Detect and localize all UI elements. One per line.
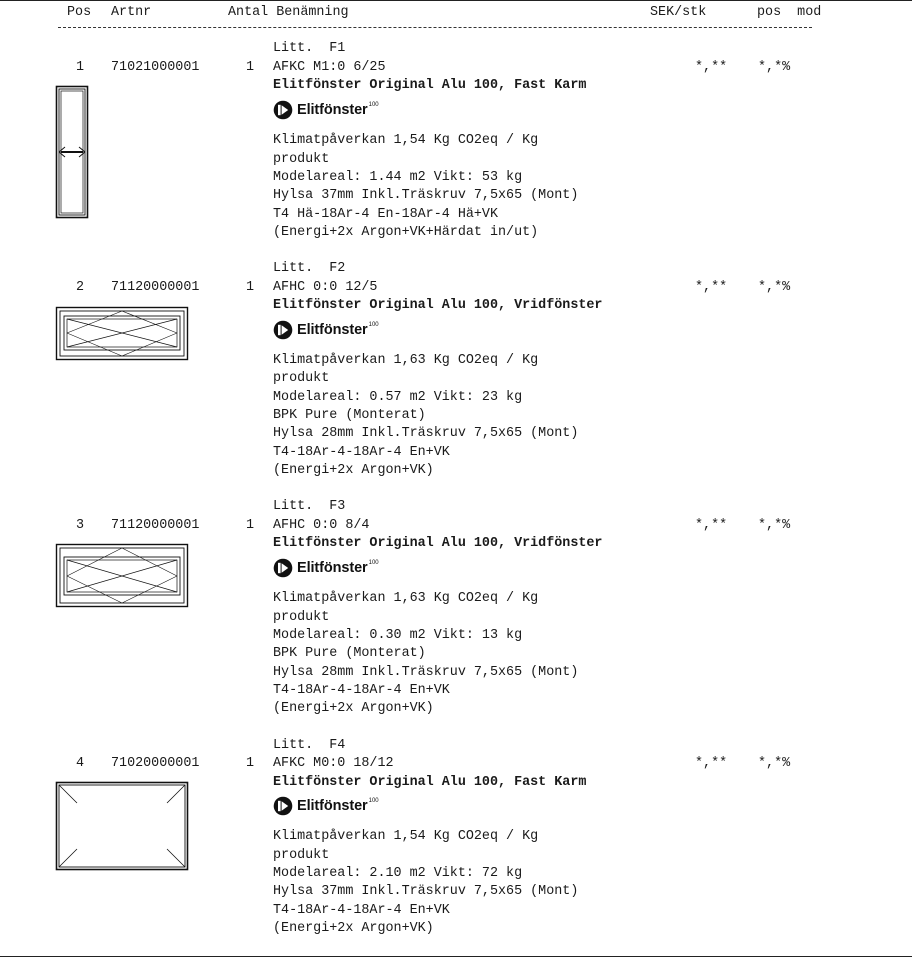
item-pos: 1 <box>76 60 85 75</box>
item-price: *,** <box>695 518 728 533</box>
detail-line: (Energi+2x Argon+VK) <box>273 701 434 716</box>
detail-line: Klimatpåverkan 1,54 Kg CO2eq / Kg <box>273 133 539 148</box>
detail-line: Hylsa 28mm Inkl.Träskruv 7,5x65 (Mont) <box>273 426 579 441</box>
item-product-name: Elitfönster Original Alu 100, Fast Karm <box>273 775 587 790</box>
detail-line: Modelareal: 0.30 m2 Vikt: 13 kg <box>273 628 523 643</box>
item-price: *,** <box>695 756 728 771</box>
header-antal-benamning: Antal Benämning <box>228 5 349 20</box>
item-code: AFKC M0:0 18/12 <box>273 756 394 771</box>
brand-name: Elitfönster <box>297 322 368 338</box>
header-artnr: Artnr <box>111 5 152 20</box>
detail-line: produkt <box>273 371 330 386</box>
elitfonster-logo-icon <box>273 100 293 120</box>
item-antal: 1 <box>246 518 255 533</box>
brand-sup: 100 <box>368 798 379 804</box>
brand-sup: 100 <box>368 102 379 108</box>
window-drawing-turn-window <box>55 543 189 608</box>
brand-logo <box>273 796 379 816</box>
detail-line: (Energi+2x Argon+VK) <box>273 463 434 478</box>
detail-line: BPK Pure (Monterat) <box>273 408 426 423</box>
detail-line: Klimatpåverkan 1,63 Kg CO2eq / Kg <box>273 353 539 368</box>
elitfonster-logo-icon <box>273 796 293 816</box>
item-artnr: 71021000001 <box>111 60 200 75</box>
detail-line: (Energi+2x Argon+VK) <box>273 921 434 936</box>
header-pos-mod: pos mod <box>757 5 822 20</box>
window-drawing-turn-window <box>55 306 189 361</box>
detail-line: T4 Hä-18Ar-4 En-18Ar-4 Hä+VK <box>273 207 498 222</box>
litt-label: Litt. F4 <box>273 738 346 753</box>
top-border <box>0 0 912 1</box>
detail-line: Klimatpåverkan 1,54 Kg CO2eq / Kg <box>273 829 539 844</box>
item-product-name: Elitfönster Original Alu 100, Fast Karm <box>273 78 587 93</box>
header-separator <box>58 27 812 28</box>
window-drawing-fixed-frame <box>55 781 189 871</box>
detail-line: produkt <box>273 610 330 625</box>
litt-label: Litt. F2 <box>273 261 346 276</box>
header-sek-stk: SEK/stk <box>650 5 707 20</box>
brand-logo <box>273 320 379 340</box>
item-product-name: Elitfönster Original Alu 100, Vridfönster <box>273 536 603 551</box>
window-drawing-fixed-frame <box>55 85 89 219</box>
litt-label: Litt. F3 <box>273 499 346 514</box>
item-pos-mod: *,*% <box>758 60 791 75</box>
brand-name: Elitfönster <box>297 102 368 118</box>
brand-logo <box>273 100 379 120</box>
brand-name: Elitfönster <box>297 560 368 576</box>
detail-line: Hylsa 37mm Inkl.Träskruv 7,5x65 (Mont) <box>273 884 579 899</box>
item-pos-mod: *,*% <box>758 280 791 295</box>
detail-line: Modelareal: 1.44 m2 Vikt: 53 kg <box>273 170 523 185</box>
detail-line: T4-18Ar-4-18Ar-4 En+VK <box>273 445 450 460</box>
item-pos-mod: *,*% <box>758 518 791 533</box>
detail-line: T4-18Ar-4-18Ar-4 En+VK <box>273 683 450 698</box>
litt-label: Litt. F1 <box>273 41 346 56</box>
detail-line: Hylsa 37mm Inkl.Träskruv 7,5x65 (Mont) <box>273 188 579 203</box>
detail-line: Klimatpåverkan 1,63 Kg CO2eq / Kg <box>273 591 539 606</box>
brand-logo <box>273 558 379 578</box>
item-antal: 1 <box>246 60 255 75</box>
item-pos: 3 <box>76 518 85 533</box>
detail-line: produkt <box>273 152 330 167</box>
item-artnr: 71120000001 <box>111 280 200 295</box>
detail-line: Modelareal: 2.10 m2 Vikt: 72 kg <box>273 866 523 881</box>
brand-sup: 100 <box>368 322 379 328</box>
detail-line: T4-18Ar-4-18Ar-4 En+VK <box>273 903 450 918</box>
detail-line: (Energi+2x Argon+VK+Härdat in/ut) <box>273 225 539 240</box>
elitfonster-logo-icon <box>273 320 293 340</box>
item-code: AFKC M1:0 6/25 <box>273 60 386 75</box>
item-pos: 2 <box>76 280 85 295</box>
item-pos-mod: *,*% <box>758 756 791 771</box>
item-antal: 1 <box>246 280 255 295</box>
item-pos: 4 <box>76 756 85 771</box>
detail-line: BPK Pure (Monterat) <box>273 646 426 661</box>
item-price: *,** <box>695 280 728 295</box>
item-price: *,** <box>695 60 728 75</box>
item-code: AFHC 0:0 8/4 <box>273 518 370 533</box>
detail-line: Hylsa 28mm Inkl.Träskruv 7,5x65 (Mont) <box>273 665 579 680</box>
brand-sup: 100 <box>368 560 379 566</box>
item-artnr: 71020000001 <box>111 756 200 771</box>
brand-name: Elitfönster <box>297 798 368 814</box>
elitfonster-logo-icon <box>273 558 293 578</box>
header-pos: Pos <box>67 5 92 20</box>
item-antal: 1 <box>246 756 255 771</box>
bottom-border <box>0 956 912 957</box>
item-product-name: Elitfönster Original Alu 100, Vridfönster <box>273 298 603 313</box>
item-artnr: 71120000001 <box>111 518 200 533</box>
item-code: AFHC 0:0 12/5 <box>273 280 378 295</box>
detail-line: produkt <box>273 848 330 863</box>
detail-line: Modelareal: 0.57 m2 Vikt: 23 kg <box>273 390 523 405</box>
